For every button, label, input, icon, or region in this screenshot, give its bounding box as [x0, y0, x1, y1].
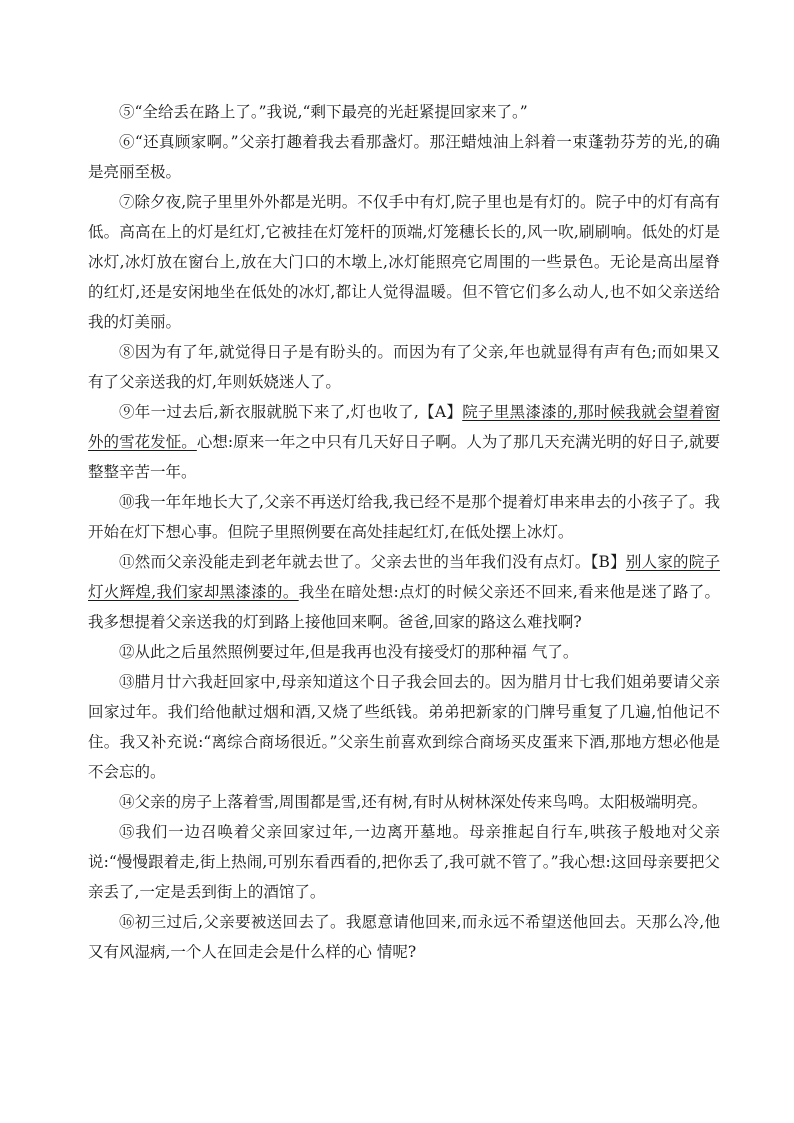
paragraph-p15: [88, 817, 720, 907]
article-body: [88, 97, 720, 967]
paragraph-text: ⑯初三过后,父亲要被送回去了。我愿意请他回来,而永远不希望送他回去。天那么冷,他又有风湿病,一个人在回走会是什么样的心 情呢?: [88, 913, 720, 961]
paragraph-p11: [88, 547, 720, 637]
paragraph-text: ⑫从此之后虽然照例要过年,但是我再也没有接受灯的那种福 气了。: [119, 643, 579, 661]
paragraph-text: ⑭父亲的房子上落着雪,周围都是雪,还有树,有时从树林深处传来鸟鸣。太阳极端明亮。: [119, 793, 708, 811]
paragraph-p16: [88, 907, 720, 967]
paragraph-text: ⑪然而父亲没能走到老年就去世了。父亲去世的当年我们没有点灯。【B】: [119, 553, 626, 571]
paragraph-text: ⑤“全给丢在路上了。”我说,“剩下最亮的光赶紧提回家来了。”: [119, 103, 528, 121]
paragraph-p6: [88, 127, 720, 187]
paragraph-text: ⑧因为有了年,就觉得日子是有盼头的。而因为有了父亲,年也就显得有声有色;而如果又有了父亲送我的灯,年则妖娆迷人了。: [88, 343, 720, 391]
paragraph-p12: [88, 637, 720, 667]
paragraph-text: ⑨年一过去后,新衣服就脱下来了,灯也收了,【A】: [119, 403, 463, 421]
paragraph-text: ⑩我一年年地长大了,父亲不再送灯给我,我已经不是那个提着灯串来串去的小孩子了。我开始在灯下想心事。但院子里照例要在高处挂起红灯,在低处摆上冰灯。: [88, 493, 720, 541]
paragraph-text: ⑥“还真顾家啊。”父亲打趣着我去看那盏灯。那汪蜡烛油上斜着一束蓬勃芬芳的光,的确是亮丽至极。: [88, 133, 720, 181]
paragraph-p14: [88, 787, 720, 817]
paragraph-p9: [88, 397, 720, 487]
paragraph-p8: [88, 337, 720, 397]
paragraph-text: ⑦除夕夜,院子里里外外都是光明。不仅手中有灯,院子里也是有灯的。院子中的灯有高有低。高高在上的灯是红灯,它被挂在灯笼杆的顶端,灯笼穗长长的,风一吹,刷刷响。低处的灯是冰灯,冰灯放在窗台上,放在大门口的木墩上,冰灯能照亮它周围的一些景色。无论是高出屋脊的红灯,还是安闲地坐在低处的冰灯,都让人觉得温暖。但不管它们多么动人,也不如父亲送给我的灯美丽。: [88, 193, 720, 331]
paragraph-text: ⑬腊月廿六我赶回家中,母亲知道这个日子我会回去的。因为腊月廿七我们姐弟要请父亲回家过年。我们给他献过烟和酒,又烧了些纸钱。弟弟把新家的门牌号重复了几遍,怕他记不住。我又补充说:“离综合商场很近。”父亲生前喜欢到综合商场买皮蛋来下酒,那地方想必他是不会忘的。: [88, 673, 720, 781]
paragraph-p13: [88, 667, 720, 787]
paragraph-text: ⑮我们一边召唤着父亲回家过年,一边离开墓地。母亲推起自行车,哄孩子般地对父亲说:“慢慢跟着走,街上热闹,可别东看西看的,把你丢了,我可就不管了。”我心想:这回母亲要把父亲丢了,一定是丢到街上的酒馆了。: [88, 823, 720, 901]
paragraph-text: 我坐在暗处想:点灯的时候父亲还不回来,看来他是迷了路了。我多想提着父亲送我的灯到路上接他回来啊。爸爸,回家的路这么难找啊?: [88, 583, 720, 631]
paragraph-p10: [88, 487, 720, 547]
paragraph-p5: [88, 97, 720, 127]
paragraph-text: 心想:原来一年之中只有几天好日子啊。人为了那几天充满光明的好日子,就要整整辛苦一年。: [88, 433, 720, 481]
paragraph-p7: [88, 187, 720, 337]
underlined-sentence: 院子里黑漆漆的,那时候我就会望着窗外的雪花发怔。: [88, 403, 720, 451]
underlined-sentence: 别人家的院子灯火辉煌,我们家却黑漆漆的。: [88, 553, 720, 601]
